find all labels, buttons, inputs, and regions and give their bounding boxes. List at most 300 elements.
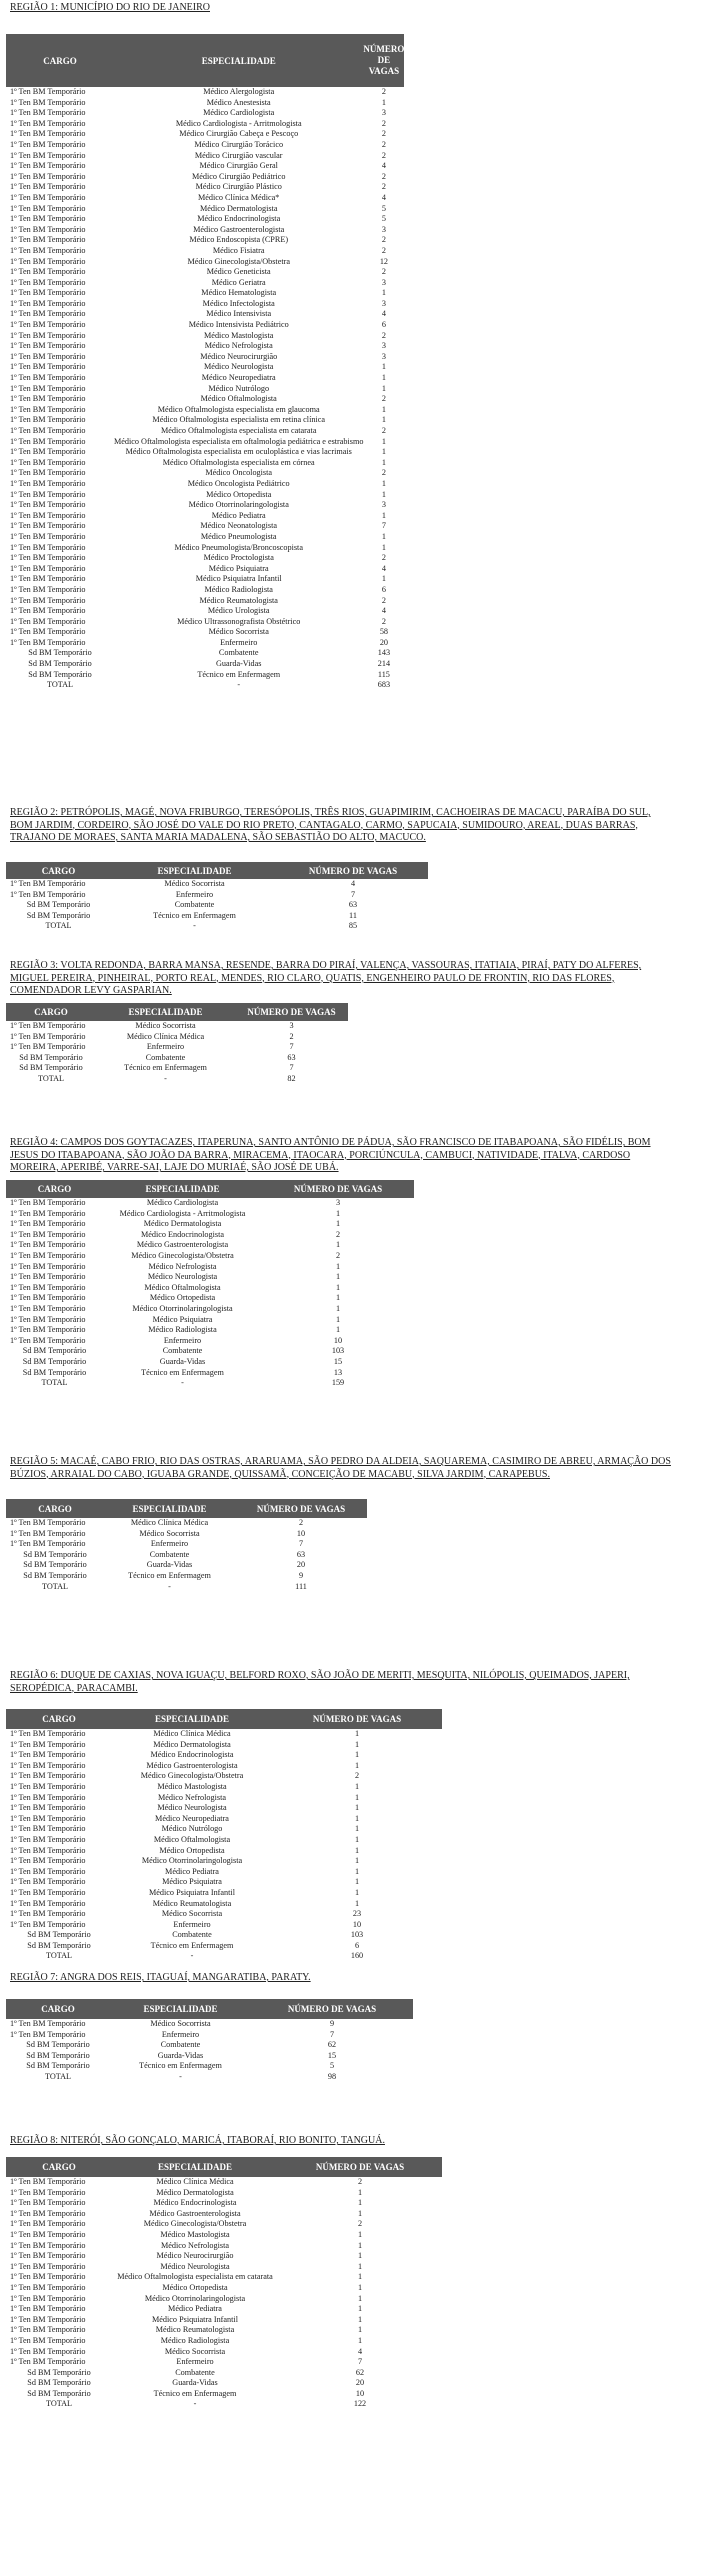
table-row: [6, 2347, 442, 2358]
cell-cargo: Sd BM Temporário: [22, 1346, 87, 1356]
cell-vagas: 6: [381, 584, 386, 594]
cell-vagas: 3: [289, 1021, 294, 1030]
cell-vagas: 3: [335, 1198, 341, 1207]
table-row: [6, 2209, 442, 2220]
cell-vagas: 1: [354, 1856, 360, 1866]
cell-especialidade: Médico Neonatologista: [200, 521, 278, 531]
cell-cargo: 1º Ten BM Temporário: [10, 267, 86, 277]
cell-cargo: 1º Ten BM Temporário: [10, 1272, 86, 1282]
cell-cargo: 1º Ten BM Temporário: [10, 1240, 86, 1250]
cell-especialidade: Médico Endocrinologista: [150, 1750, 234, 1760]
cell-especialidade: Combatente: [218, 648, 259, 658]
cell-vagas: 12: [379, 256, 389, 266]
cell-vagas: 20: [296, 1560, 306, 1570]
cell-especialidade: Médico Endocrinologista: [197, 214, 281, 224]
cell-vagas: 10: [355, 2388, 365, 2398]
cell-vagas: 3: [381, 298, 386, 308]
cell-vagas: 6: [354, 1940, 360, 1950]
header-cargo: CARGO: [6, 862, 111, 879]
table-row: [6, 596, 404, 607]
cell-especialidade: Médico Reumatologista: [199, 595, 278, 605]
cell-especialidade: Médico Gastroenterologista: [149, 2208, 241, 2218]
cell-vagas: 2: [381, 118, 386, 128]
cell-cargo: 1º Ten BM Temporário: [10, 2293, 86, 2303]
cell-especialidade: Médico Socorrista: [135, 1021, 196, 1030]
cell-cargo: 1º Ten BM Temporário: [10, 2357, 86, 2367]
table-row: [6, 140, 404, 151]
cell-vagas: 9: [329, 2019, 335, 2028]
cell-vagas: 63: [296, 1549, 306, 1559]
region-8-table: [6, 2157, 442, 2410]
header-cargo: CARGO: [6, 2157, 112, 2177]
cell-especialidade: Médico Ortopedista: [149, 1293, 216, 1303]
table-row: [6, 2272, 442, 2283]
table-row: [6, 1930, 442, 1941]
cell-especialidade: Médico Oftalmologista especialista em retina clínica: [152, 415, 325, 425]
table-row: [6, 108, 404, 119]
cell-especialidade: Médico Anestesista: [206, 97, 271, 107]
cell-vagas: 1: [357, 2187, 363, 2197]
cell-cargo: 1º Ten BM Temporário: [10, 2019, 86, 2028]
total-row: [6, 1378, 414, 1389]
cell-especialidade: Médico Psiquiatra Infantil: [149, 1887, 235, 1897]
cell-vagas: 1: [381, 447, 386, 457]
table-row: [6, 1888, 442, 1899]
cell-especialidade: Combatente: [175, 2367, 215, 2377]
cell-especialidade: Médico Alergologista: [203, 87, 275, 96]
cell-especialidade: Médico Pediatra: [211, 510, 266, 520]
table-row: [6, 490, 404, 501]
cell-especialidade: Médico Endocrinologista: [153, 2198, 237, 2208]
cell-especialidade: Enfermeiro: [146, 1042, 185, 1052]
cell-cargo: 1º Ten BM Temporário: [10, 1771, 86, 1781]
cell-cargo: 1º Ten BM Temporário: [10, 203, 86, 213]
table-row: [6, 2188, 442, 2199]
cell-especialidade: Médico Psiquiatra Infantil: [195, 574, 282, 584]
cell-cargo: 1º Ten BM Temporário: [10, 1919, 86, 1929]
cell-especialidade: Enfermeiro: [176, 2357, 214, 2367]
cell-cargo: TOTAL: [41, 1378, 68, 1388]
table-row: [6, 1771, 442, 1782]
cell-cargo: 1º Ten BM Temporário: [10, 574, 86, 584]
cell-cargo: 1º Ten BM Temporário: [10, 118, 86, 128]
cell-vagas: 2: [381, 426, 386, 435]
header-vagas: NÚMERO DE VAGAS: [235, 1003, 348, 1021]
table-row: [6, 2357, 442, 2368]
region-1-table: [6, 34, 404, 691]
table-row: [6, 585, 404, 596]
total-row: [6, 1951, 442, 1962]
cell-especialidade: Médico Oftalmologista: [200, 394, 277, 404]
table-row: [6, 415, 404, 426]
table-row: [6, 1909, 442, 1920]
cell-vagas: 1: [357, 2229, 363, 2239]
cell-cargo: 1º Ten BM Temporário: [10, 2208, 86, 2218]
cell-vagas: 7: [329, 2029, 335, 2039]
total-row: [6, 680, 404, 691]
table-row: [6, 98, 404, 109]
cell-vagas: 115: [377, 669, 390, 679]
cell-vagas: 63: [348, 900, 358, 910]
cell-vagas: 1: [381, 457, 386, 467]
cell-especialidade: Médico Cirurgião Torácico: [194, 139, 284, 149]
cell-vagas: 2: [298, 1518, 304, 1527]
cell-especialidade: Médico Psiquiatra: [208, 563, 269, 573]
region-4-table: [6, 1180, 414, 1389]
table-row: [6, 879, 428, 890]
cell-vagas: 1: [354, 1898, 360, 1908]
cell-vagas: 4: [381, 563, 386, 573]
cell-vagas: 20: [355, 2378, 365, 2388]
cell-especialidade: Médico Cirurgião Cabeça e Pescoço: [179, 129, 299, 139]
table-row: [6, 182, 404, 193]
cell-vagas: 1: [381, 97, 386, 107]
cell-especialidade: Médico Dermatologista: [153, 1739, 231, 1749]
cell-especialidade: -: [193, 2399, 197, 2409]
table-row: [6, 193, 404, 204]
cell-especialidade: Guarda-Vidas: [215, 659, 262, 669]
cell-vagas: 1: [354, 1866, 360, 1876]
cell-cargo: 1º Ten BM Temporário: [10, 584, 86, 594]
cell-especialidade: Médico Radiologista: [204, 584, 273, 594]
cell-especialidade: Médico Oncologista: [205, 468, 273, 478]
cell-cargo: 1º Ten BM Temporário: [10, 1887, 86, 1897]
cell-cargo: 1º Ten BM Temporário: [10, 1229, 86, 1239]
cell-vagas: 2: [381, 87, 386, 96]
cell-vagas: 1: [354, 1760, 360, 1770]
cell-especialidade: Combatente: [174, 900, 215, 910]
cell-vagas: 10: [333, 1335, 343, 1345]
cell-cargo: 1º Ten BM Temporário: [10, 351, 86, 361]
cell-cargo: 1º Ten BM Temporário: [10, 1021, 86, 1030]
cell-cargo: 1º Ten BM Temporário: [10, 468, 86, 478]
cell-cargo: Sd BM Temporário: [22, 1356, 87, 1366]
cell-vagas: 2: [381, 235, 386, 245]
cell-cargo: TOTAL: [45, 2399, 73, 2409]
cell-especialidade: Médico Oftalmologista especialista em córnea: [162, 457, 315, 467]
cell-especialidade: -: [168, 1581, 171, 1591]
cell-especialidade: Médico Radiologista: [160, 2335, 230, 2345]
cell-vagas: 10: [352, 1919, 362, 1929]
cell-cargo: Sd BM Temporário: [22, 1367, 87, 1377]
cell-cargo: 1º Ten BM Temporário: [10, 1792, 86, 1802]
cell-especialidade: Técnico em Enfermagem: [124, 1063, 207, 1073]
cell-especialidade: Médico Psiquiatra: [152, 1314, 213, 1324]
table-row: [6, 1021, 348, 1032]
cell-cargo: TOTAL: [41, 1581, 69, 1591]
table-row: [6, 1941, 442, 1952]
header-vagas: NÚMERO DE VAGAS: [235, 1499, 367, 1518]
cell-vagas: 2: [381, 330, 386, 340]
cell-cargo: 1º Ten BM Temporário: [10, 2187, 86, 2197]
table-row: [6, 384, 404, 395]
table-row: [6, 1729, 442, 1740]
cell-vagas: 3: [381, 351, 386, 361]
cell-cargo: 1º Ten BM Temporário: [10, 1739, 86, 1749]
cell-vagas: 1: [357, 2272, 363, 2282]
cell-cargo: 1º Ten BM Temporário: [10, 1909, 86, 1919]
table-row: [6, 373, 404, 384]
cell-cargo: 1º Ten BM Temporário: [10, 1208, 86, 1218]
cell-especialidade: Médico Cardiologista: [203, 108, 275, 118]
cell-cargo: 1º Ten BM Temporário: [10, 394, 86, 404]
table-row: [6, 1793, 442, 1804]
cell-vagas: 1: [381, 478, 386, 488]
table-row: [6, 119, 404, 130]
table-row: [6, 1750, 442, 1761]
cell-cargo: 1º Ten BM Temporário: [10, 1845, 86, 1855]
cell-especialidade: Médico Ginecologista/Obstetra: [140, 1771, 244, 1781]
cell-cargo: 1º Ten BM Temporário: [10, 298, 86, 308]
cell-vagas: 9: [298, 1570, 304, 1580]
header-especialidade: ESPECIALIDADE: [111, 862, 278, 879]
cell-especialidade: Médico Otorrinolaringologista: [188, 500, 289, 510]
header-especialidade: ESPECIALIDADE: [110, 1999, 251, 2019]
cell-cargo: 1º Ten BM Temporário: [10, 277, 86, 287]
cell-cargo: Sd BM Temporário: [28, 648, 92, 658]
cell-cargo: 1º Ten BM Temporário: [10, 214, 86, 224]
table-row: [6, 500, 404, 511]
region-4-title: REGIÃO 4: CAMPOS DOS GOYTACAZES, ITAPERUNA, SANTO ANTÔNIO DE PÁDUA, SÃO FRANCISCO DE ITABAPOANA, SÃO FIDÉLIS, BOM JESUS DO ITABAPOANA, SÃO JOÃO DA BARRA, MIRACEMA, ITAOCARA, PORCIÚNCULA, CAMBUCI, NATIVIDADE, ITALVA, CARDOSO MOREIRA, APERIBÉ, VARRE-SAI, LAJE DO MURIAÉ, SÃO JOSÉ DE UBÁ.: [10, 1137, 651, 1173]
table-row: [6, 911, 428, 922]
cell-especialidade: Médico Clínica Médica: [153, 1729, 231, 1738]
region-6-title: REGIÃO 6: DUQUE DE CAXIAS, NOVA IGUAÇU, BELFORD ROXO, SÃO JOÃO DE MERITI, MESQUITA, NILÓPOLIS, QUEIMADOS, JAPERI, SEROPÉDICA, PARACAMBI.: [10, 1670, 630, 1694]
cell-especialidade: Médico Proctologista: [203, 553, 274, 563]
cell-especialidade: Médico Ginecologista/Obstetra: [143, 2219, 247, 2229]
total-row: [6, 2399, 442, 2410]
header-especialidade: ESPECIALIDADE: [112, 1709, 272, 1729]
cell-vagas: 1: [354, 1813, 360, 1823]
cell-cargo: Sd BM Temporário: [26, 2050, 90, 2060]
cell-vagas: 1: [381, 489, 386, 499]
table-row: [6, 267, 404, 278]
cell-cargo: 1º Ten BM Temporário: [10, 2251, 86, 2261]
cell-vagas: 2: [289, 1031, 294, 1041]
cell-vagas: 2: [381, 468, 386, 478]
cell-cargo: 1º Ten BM Temporário: [10, 1856, 86, 1866]
table-row: [6, 2051, 413, 2062]
table-row: [6, 2378, 442, 2389]
table-header-row: [6, 34, 404, 87]
cell-vagas: 7: [289, 1042, 294, 1052]
cell-vagas: 143: [377, 648, 391, 658]
cell-cargo: Sd BM Temporário: [26, 900, 91, 910]
cell-cargo: 1º Ten BM Temporário: [10, 1803, 86, 1813]
cell-cargo: Sd BM Temporário: [27, 2367, 91, 2377]
cell-cargo: 1º Ten BM Temporário: [10, 426, 86, 435]
table-row: [6, 1571, 367, 1582]
cell-especialidade: Médico Clínica Médica: [126, 1031, 205, 1041]
cell-vagas: 4: [381, 161, 386, 171]
cell-cargo: 1º Ten BM Temporário: [10, 1750, 86, 1760]
cell-vagas: 1: [354, 1803, 360, 1813]
cell-cargo: 1º Ten BM Temporário: [10, 1303, 86, 1313]
cell-vagas: 1: [354, 1887, 360, 1897]
cell-cargo: 1º Ten BM Temporário: [10, 1293, 86, 1303]
table-row: [6, 574, 404, 585]
cell-especialidade: Guarda-Vidas: [157, 2050, 204, 2060]
table-row: [6, 87, 404, 98]
cell-vagas: 2: [381, 553, 386, 563]
cell-cargo: 1º Ten BM Temporário: [10, 1528, 86, 1538]
cell-especialidade: Técnico em Enfermagem: [141, 1367, 224, 1377]
cell-vagas: 1: [381, 288, 386, 298]
table-row: [6, 2219, 442, 2230]
cell-vagas: 2: [381, 267, 386, 277]
header-especialidade: ESPECIALIDADE: [112, 2157, 278, 2177]
cell-especialidade: Médico Ortopedista: [159, 1845, 225, 1855]
cell-cargo: 1º Ten BM Temporário: [10, 171, 86, 181]
cell-especialidade: Médico Cirurgião Pediátrico: [191, 171, 286, 181]
cell-vagas: 2: [335, 1229, 341, 1239]
table-row: [6, 1867, 442, 1878]
cell-cargo: 1º Ten BM Temporário: [10, 1898, 86, 1908]
cell-cargo: Sd BM Temporário: [19, 1063, 83, 1073]
cell-especialidade: Médico Oftalmologista especialista em catarata: [160, 426, 317, 435]
cell-cargo: 1º Ten BM Temporário: [10, 288, 86, 298]
table-row: [6, 1198, 414, 1209]
cell-especialidade: -: [237, 680, 241, 690]
cell-cargo: 1º Ten BM Temporário: [10, 436, 86, 446]
table-row: [6, 257, 404, 268]
cell-especialidade: Médico Radiologista: [148, 1325, 217, 1335]
cell-vagas: 7: [381, 521, 386, 531]
table-row: [6, 447, 404, 458]
cell-cargo: 1º Ten BM Temporário: [10, 1781, 86, 1791]
cell-cargo: 1º Ten BM Temporário: [10, 2261, 86, 2271]
cell-especialidade: Médico Urologista: [207, 606, 270, 616]
cell-cargo: Sd BM Temporário: [26, 2040, 90, 2050]
region-2-title: REGIÃO 2: PETRÓPOLIS, MAGÉ, NOVA FRIBURGO, TERESÓPOLIS, TRÊS RIOS, GUAPIMIRIM, CACHOEIRAS DE MACACU, PARAÍBA DO SUL, BOM JARDIM, CORDEIRO, SÃO JOSÉ DO VALE DO RIO PRETO, CANTAGALO, CARMO, SAPUCAIA, SUMIDOURO, AREAL, DUAS BARRAS, TRAJANO DE MORAES, SANTA MARIA MADALENA, SÃO SEBASTIÃO DO ALTO, MACUCO.: [10, 807, 651, 843]
cell-especialidade: Enfermeiro: [220, 637, 258, 647]
cell-especialidade: Técnico em Enfermagem: [128, 1570, 211, 1580]
cell-cargo: 1º Ten BM Temporário: [10, 97, 86, 107]
cell-cargo: 1º Ten BM Temporário: [10, 531, 86, 541]
cell-especialidade: -: [164, 1073, 167, 1083]
cell-cargo: 1º Ten BM Temporário: [10, 1866, 86, 1876]
table-row: [6, 1230, 414, 1241]
cell-especialidade: Técnico em Enfermagem: [153, 2388, 237, 2398]
table-row: [6, 1209, 414, 1220]
table-row: [6, 1357, 414, 1368]
cell-vagas: 2: [381, 394, 386, 404]
cell-especialidade: Combatente: [149, 1549, 190, 1559]
cell-cargo: 1º Ten BM Temporário: [10, 489, 86, 499]
cell-especialidade: Médico Fisiatra: [212, 245, 265, 255]
table-row: [6, 1336, 414, 1347]
cell-cargo: 1º Ten BM Temporário: [10, 129, 86, 139]
cell-especialidade: Enfermeiro: [163, 1335, 202, 1345]
cell-especialidade: Médico Cirurgião Plástico: [195, 182, 282, 192]
cell-vagas: 82: [287, 1073, 296, 1083]
cell-cargo: 1º Ten BM Temporário: [10, 373, 86, 383]
table-row: [6, 2241, 442, 2252]
cell-especialidade: Guarda-Vidas: [172, 2378, 218, 2388]
table-row: [6, 426, 404, 437]
table-header-row: [6, 1499, 367, 1518]
cell-especialidade: Guarda-Vidas: [146, 1560, 193, 1570]
cell-especialidade: Médico Nutrólogo: [208, 383, 270, 393]
cell-cargo: 1º Ten BM Temporário: [10, 2282, 86, 2292]
cell-vagas: 1: [381, 415, 386, 425]
cell-vagas: 15: [333, 1356, 343, 1366]
cell-especialidade: Médico Neurologista: [147, 1272, 218, 1282]
cell-especialidade: Médico Psiquiatra Infantil: [152, 2314, 238, 2324]
cell-vagas: 2: [381, 595, 386, 605]
cell-vagas: 1: [354, 1729, 360, 1738]
cell-vagas: 1: [354, 1781, 360, 1791]
cell-vagas: 1: [357, 2282, 363, 2292]
cell-especialidade: Médico Endoscopista (CPRE): [189, 235, 289, 245]
table-row: [6, 437, 404, 448]
cell-vagas: 1: [381, 574, 386, 584]
region-3-title: REGIÃO 3: VOLTA REDONDA, BARRA MANSA, RESENDE, BARRA DO PIRAÍ, VALENÇA, VASSOURAS, ITATIAIA, PIRAÍ, PATY DO ALFERES, MIGUEL PEREIRA, PINHEIRAL, PORTO REAL, MENDES, RIO CLARO, QUATIS, ENGENHEIRO PAULO DE FRONTIN, RIO DAS FLORES, COMENDADOR LEVY GASPARIAN.: [10, 960, 642, 996]
cell-especialidade: Enfermeiro: [175, 889, 214, 899]
table-row: [6, 1550, 367, 1561]
cell-cargo: 1º Ten BM Temporário: [10, 415, 86, 425]
cell-vagas: 111: [295, 1581, 307, 1591]
table-row: [6, 235, 404, 246]
table-row: [6, 468, 404, 479]
cell-cargo: 1º Ten BM Temporário: [10, 1824, 86, 1834]
cell-vagas: 13: [333, 1367, 343, 1377]
cell-cargo: Sd BM Temporário: [23, 1549, 87, 1559]
table-row: [6, 352, 404, 363]
region-6-table: [6, 1709, 442, 1962]
table-row: [6, 288, 404, 299]
cell-vagas: 1: [335, 1208, 341, 1218]
cell-especialidade: Enfermeiro: [161, 2029, 200, 2039]
cell-cargo: 1º Ten BM Temporário: [10, 637, 86, 647]
table-header-row: [6, 1180, 414, 1198]
cell-especialidade: Médico Reumatologista: [152, 1898, 232, 1908]
cell-vagas: 3: [381, 500, 386, 510]
cell-vagas: 1: [335, 1261, 341, 1271]
cell-cargo: 1º Ten BM Temporário: [10, 616, 86, 626]
table-row: [6, 320, 404, 331]
cell-especialidade: Médico Neurologista: [157, 1803, 227, 1813]
cell-cargo: 1º Ten BM Temporário: [10, 500, 86, 510]
table-row: [6, 627, 404, 638]
table-row: [6, 1240, 414, 1251]
cell-especialidade: Médico Socorrista: [164, 879, 225, 888]
cell-especialidade: -: [179, 2071, 182, 2081]
table-row: [6, 2304, 442, 2315]
table-row: [6, 1346, 414, 1357]
cell-especialidade: Médico Socorrista: [150, 2019, 211, 2028]
cell-vagas: 103: [331, 1346, 345, 1356]
total-row: [6, 1582, 367, 1593]
cell-vagas: 63: [287, 1052, 296, 1062]
cell-cargo: 1º Ten BM Temporário: [10, 320, 86, 330]
table-row: [6, 543, 404, 554]
cell-cargo: 1º Ten BM Temporário: [10, 2314, 86, 2324]
region-1-title: REGIÃO 1: MUNICÍPIO DO RIO DE JANEIRO: [10, 2, 210, 13]
table-row: [6, 1920, 442, 1931]
table-row: [6, 1325, 414, 1336]
cell-cargo: 1º Ten BM Temporário: [10, 235, 86, 245]
table-row: [6, 2061, 413, 2072]
table-row: [6, 1315, 414, 1326]
cell-cargo: 1º Ten BM Temporário: [10, 1325, 86, 1335]
total-row: [6, 2072, 413, 2083]
cell-especialidade: Médico Otorrinolaringologista: [141, 1856, 243, 1866]
table-row: [6, 2177, 442, 2188]
cell-vagas: 1: [354, 1824, 360, 1834]
table-row: [6, 1283, 414, 1294]
cell-cargo: 1º Ten BM Temporário: [10, 447, 86, 457]
cell-vagas: 1: [357, 2261, 363, 2271]
